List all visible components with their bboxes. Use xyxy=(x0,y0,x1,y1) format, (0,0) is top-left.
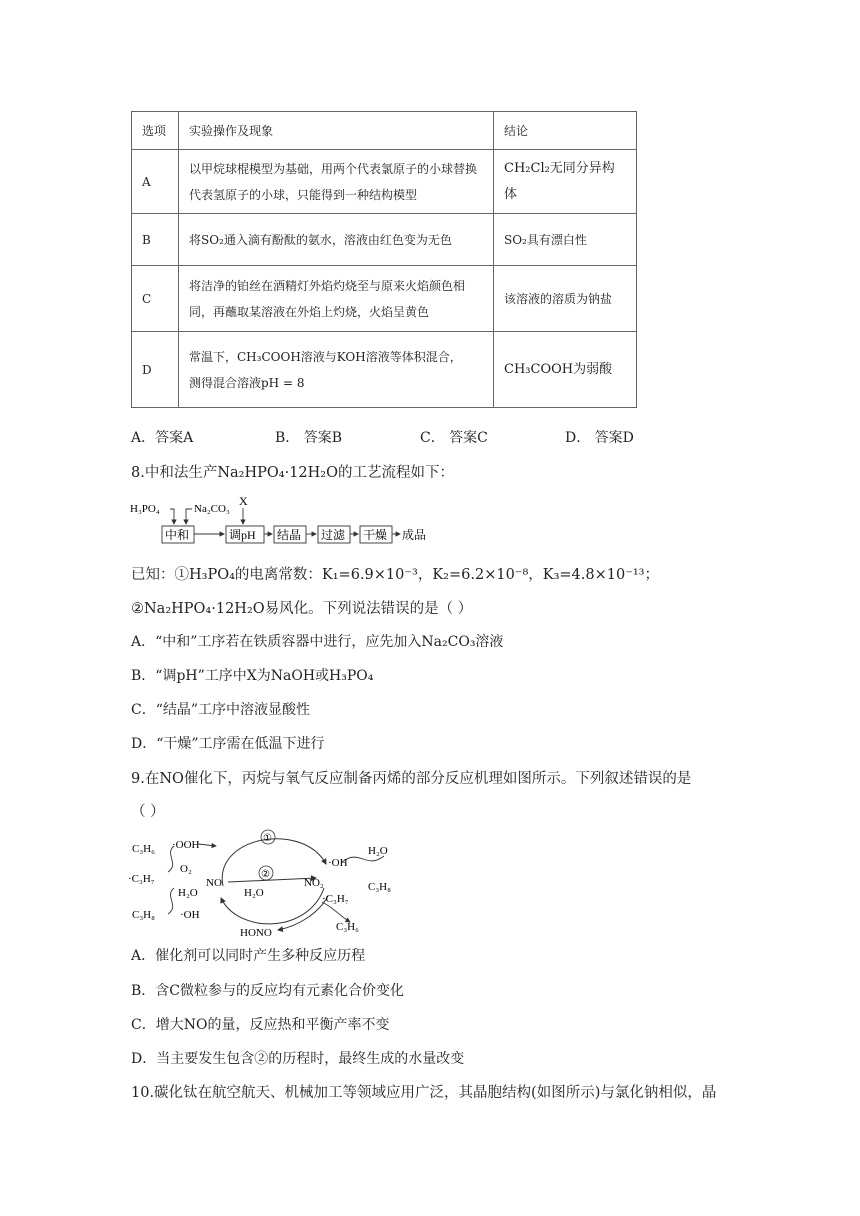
row-option: D xyxy=(132,332,179,408)
q9-option-d[interactable]: D．当主要发生包含②的历程时，最终生成的水量改变 xyxy=(131,1051,465,1067)
header-option: 选项 xyxy=(132,112,179,150)
label-c3h8: C₃H₈ xyxy=(368,881,391,893)
label-c3h8: C₃H₈ xyxy=(132,909,155,921)
flow-step-label: 结晶 xyxy=(277,528,302,542)
label-o2: O₂ xyxy=(180,863,192,875)
operation-line: 测得混合溶液pH = 8 xyxy=(189,375,305,390)
table-row xyxy=(132,332,637,408)
q9-stem-paren: （ ） xyxy=(131,804,165,820)
flow-product: 成品 xyxy=(402,528,427,542)
operation-line: 将洁净的铂丝在酒精灯外焰灼烧至与原来火焰颜色相 xyxy=(189,278,466,293)
table-row xyxy=(132,214,637,266)
flow-input-na2co3: Na₂CO₃ xyxy=(194,503,230,515)
q9-stem: 9.在NO催化下，丙烷与氧气反应制备丙烯的部分反应机理如图所示。下列叙述错误的是 xyxy=(131,771,692,787)
q7-choice-a[interactable]: A．答案A xyxy=(131,430,194,446)
header-conclusion: 结论 xyxy=(494,112,637,150)
label-path-2: ② xyxy=(261,869,270,880)
q8-option-b[interactable]: B．“调pH”工序中X为NaOH或H₃PO₄ xyxy=(131,668,374,684)
operation-line: 常温下，CH₃COOH溶液与KOH溶液等体积混合， xyxy=(189,349,462,364)
row-operation xyxy=(179,266,494,332)
label-c3h6: C₃H₆ xyxy=(336,921,359,933)
label-oh: ·OH xyxy=(180,909,200,921)
label-h2o: H₂O xyxy=(368,845,388,857)
experiment-table xyxy=(131,111,637,408)
flow-step-label: 中和 xyxy=(165,528,190,542)
label-path-1: ① xyxy=(263,833,272,844)
row-option: C xyxy=(132,266,179,332)
flow-input-x: X xyxy=(239,494,248,508)
flow-input-h3po4: H₃PO₄ xyxy=(130,503,160,515)
q8-option-d[interactable]: D．“干燥”工序需在低温下进行 xyxy=(131,736,325,752)
row-conclusion: CH₂Cl₂无同分异构体 xyxy=(494,150,637,214)
q9-option-a[interactable]: A．催化剂可以同时产生多种反应历程 xyxy=(131,948,366,964)
operation-line: 同，再蘸取某溶液在外焰上灼烧，火焰呈黄色 xyxy=(189,304,430,319)
q7-choice-c[interactable]: C． 答案C xyxy=(420,430,488,446)
flow-step-label: 调pH xyxy=(229,528,256,542)
q8-known-2: ②Na₂HPO₄·12H₂O易风化。下列说法错误的是（ ） xyxy=(131,601,473,617)
operation-line: 将SO₂通入滴有酚酞的氨水，溶液由红色变为无色 xyxy=(189,232,452,247)
flow-step-label: 过滤 xyxy=(321,528,346,542)
label-oh: ·OH xyxy=(328,857,348,869)
label-c3h6: C₃H₆ xyxy=(132,843,155,855)
q8-option-c[interactable]: C．“结晶”工序中溶液显酸性 xyxy=(131,702,311,718)
row-conclusion: SO₂具有漂白性 xyxy=(494,214,637,266)
header-operation: 实验操作及现象 xyxy=(179,112,494,150)
table-row xyxy=(132,266,637,332)
operation-line: 以甲烷球棍模型为基础，用两个代表氯原子的小球替换 xyxy=(189,161,478,176)
label-ooh: ·OOH xyxy=(172,839,200,851)
label-no2: NO₂ xyxy=(304,877,324,889)
row-operation xyxy=(179,332,494,408)
q8-known-1: 已知：①H₃PO₄的电离常数：K₁=6.9×10⁻³，K₂=6.2×10⁻⁸，K₃=4.8×10⁻¹³； xyxy=(131,567,659,583)
label-h2o: H₂O xyxy=(244,887,264,899)
label-no: NO xyxy=(206,877,222,889)
row-conclusion: CH₃COOH为弱酸 xyxy=(494,332,637,408)
table-header-row xyxy=(132,112,637,150)
row-conclusion: 该溶液的溶质为钠盐 xyxy=(494,266,637,332)
flow-step-label: 干燥 xyxy=(363,528,388,542)
table-row xyxy=(132,150,637,214)
q7-choice-b[interactable]: B． 答案B xyxy=(275,430,343,446)
label-c3h7: ·C₃H₇ xyxy=(128,873,155,885)
q8-flow-diagram xyxy=(128,494,448,550)
label-hono: HONO xyxy=(240,927,272,938)
operation-line: 代表氢原子的小球，只能得到一种结构模型 xyxy=(189,187,418,202)
q10-stem: 10.碳化钛在航空航天、机械加工等领域应用广泛，其晶胞结构(如图所示)与氯化钠相似，晶 xyxy=(131,1085,717,1101)
q9-mechanism-diagram xyxy=(128,826,418,938)
q7-choice-d[interactable]: D． 答案D xyxy=(565,430,634,446)
q8-option-a[interactable]: A．“中和”工序若在铁质容器中进行，应先加入Na₂CO₃溶液 xyxy=(131,634,504,650)
q8-stem: 8.中和法生产Na₂HPO₄·12H₂O的工艺流程如下： xyxy=(131,465,454,481)
label-h2o: H₂O xyxy=(178,887,198,899)
q9-option-b[interactable]: B．含C微粒参与的反应均有元素化合价变化 xyxy=(131,983,404,999)
row-option: A xyxy=(132,150,179,214)
row-option: B xyxy=(132,214,179,266)
q9-option-c[interactable]: C．增大NO的量，反应热和平衡产率不变 xyxy=(131,1017,390,1033)
row-operation xyxy=(179,150,494,214)
label-c3h7: ·C₃H₇ xyxy=(322,893,349,905)
row-operation xyxy=(179,214,494,266)
